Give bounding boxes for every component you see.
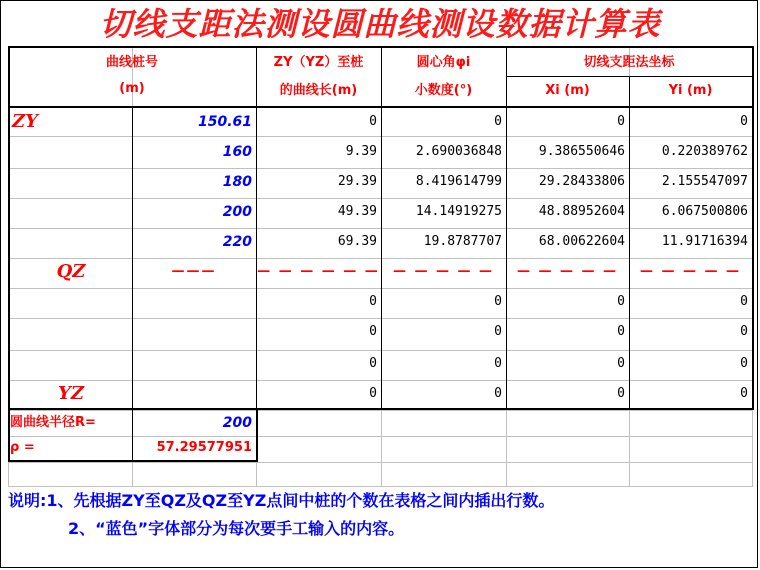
header-yi: Yi (m) (668, 83, 713, 98)
row-dash-stake: ——— (171, 264, 217, 279)
col-border (256, 408, 258, 462)
table-border-right (752, 46, 754, 410)
grid-row-line (8, 486, 753, 487)
row-dash-arc: — — — — — — (257, 264, 380, 279)
header-stake-line2: (m) (119, 81, 145, 96)
row-xi: 9.386550646 (538, 144, 625, 159)
row-xi: 0 (617, 114, 625, 129)
radius-value[interactable]: 200 (222, 415, 252, 431)
row-stake-input[interactable] (132, 318, 256, 346)
row-point-label (10, 198, 132, 226)
row-stake-input[interactable] (132, 350, 256, 378)
radius-label: 圆曲线半径R= (10, 415, 96, 430)
header-xi: Xi (m) (545, 83, 590, 98)
row-central-angle: 0 (494, 386, 502, 401)
row-xi: 0 (617, 324, 625, 339)
row-arc-length: 0 (369, 324, 377, 339)
rho-label: ρ = (10, 440, 35, 455)
row-xi: 0 (617, 294, 625, 309)
header-arc-line2: 的曲线长(m) (279, 83, 358, 98)
row-arc-length: 49.39 (337, 204, 377, 219)
table-bottom (8, 460, 258, 462)
row-central-angle: 8.419614799 (415, 174, 502, 189)
row-point-label (10, 138, 132, 166)
row-yi: 0 (740, 114, 748, 129)
row-yi: 0.220389762 (661, 144, 748, 159)
row-xi: 0 (617, 386, 625, 401)
row-yi: 11.91716394 (661, 234, 748, 249)
row-point-label: YZ (58, 383, 84, 404)
header-angle-line2: 小数度(°) (414, 83, 473, 98)
row-arc-length: 29.39 (337, 174, 377, 189)
row-central-angle: 2.690036848 (415, 144, 502, 159)
rho-value: 57.29577951 (156, 440, 252, 455)
row-arc-length: 69.39 (337, 234, 377, 249)
header-angle-line1: 圆心角φi (416, 55, 471, 70)
row-arc-length: 9.39 (345, 144, 377, 159)
row-point-label (10, 350, 132, 378)
row-stake-input[interactable]: 150.61 (197, 114, 252, 130)
row-stake-input[interactable] (132, 380, 256, 408)
row-point-label: ZY (12, 111, 38, 132)
header-arc-line1: ZY（YZ）至桩 (273, 55, 364, 70)
row-central-angle: 0 (494, 294, 502, 309)
row-xi: 0 (617, 356, 625, 371)
row-central-angle: 0 (494, 324, 502, 339)
row-yi: 2.155547097 (661, 174, 748, 189)
row-point-label (10, 228, 132, 256)
row-stake-input[interactable]: 160 (222, 144, 252, 160)
row-stake-input[interactable]: 180 (222, 174, 252, 190)
row-dash-angle: — — — — — (392, 264, 495, 279)
row-point-label (10, 318, 132, 346)
row-arc-length: 0 (369, 114, 377, 129)
row-point-label: QZ (56, 261, 86, 282)
row-central-angle: 14.14919275 (415, 204, 502, 219)
row-arc-length: 0 (369, 356, 377, 371)
row-yi: 0 (740, 294, 748, 309)
row-stake-input[interactable]: 200 (222, 204, 252, 220)
row-central-angle: 0 (494, 356, 502, 371)
row-yi: 0 (740, 324, 748, 339)
row-dash-xi: — — — — — (516, 264, 619, 279)
row-arc-length: 0 (369, 294, 377, 309)
row-xi: 68.00622604 (538, 234, 625, 249)
header-stake-line1: 曲线桩号 (105, 55, 158, 70)
row-point-label (10, 288, 132, 316)
row-stake-input[interactable]: 220 (222, 234, 252, 250)
row-yi: 0 (740, 386, 748, 401)
row-dash-yi: — — — — — (639, 264, 742, 279)
header-coord-group: 切线支距法坐标 (583, 55, 675, 70)
row-xi: 48.88952604 (538, 204, 625, 219)
row-point-label (10, 168, 132, 196)
note-line2: 2、“蓝色”字体部分为每次要手工输入的内容。 (68, 519, 405, 538)
row-xi: 29.28433806 (538, 174, 625, 189)
row-arc-length: 0 (369, 386, 377, 401)
header-split (506, 76, 754, 77)
row-yi: 6.067500806 (661, 204, 748, 219)
grid-row-line (8, 462, 753, 463)
row-central-angle: 19.8787707 (423, 234, 502, 249)
row-yi: 0 (740, 356, 748, 371)
sheet-title: 切线支距法测设圆曲线测设数据计算表 (99, 5, 661, 43)
note-line1: 说明:1、先根据ZY至QZ及QZ至YZ点间中桩的个数在表格之间内插出行数。 (8, 491, 555, 510)
row-stake-input[interactable] (132, 288, 256, 316)
row-central-angle: 0 (494, 114, 502, 129)
